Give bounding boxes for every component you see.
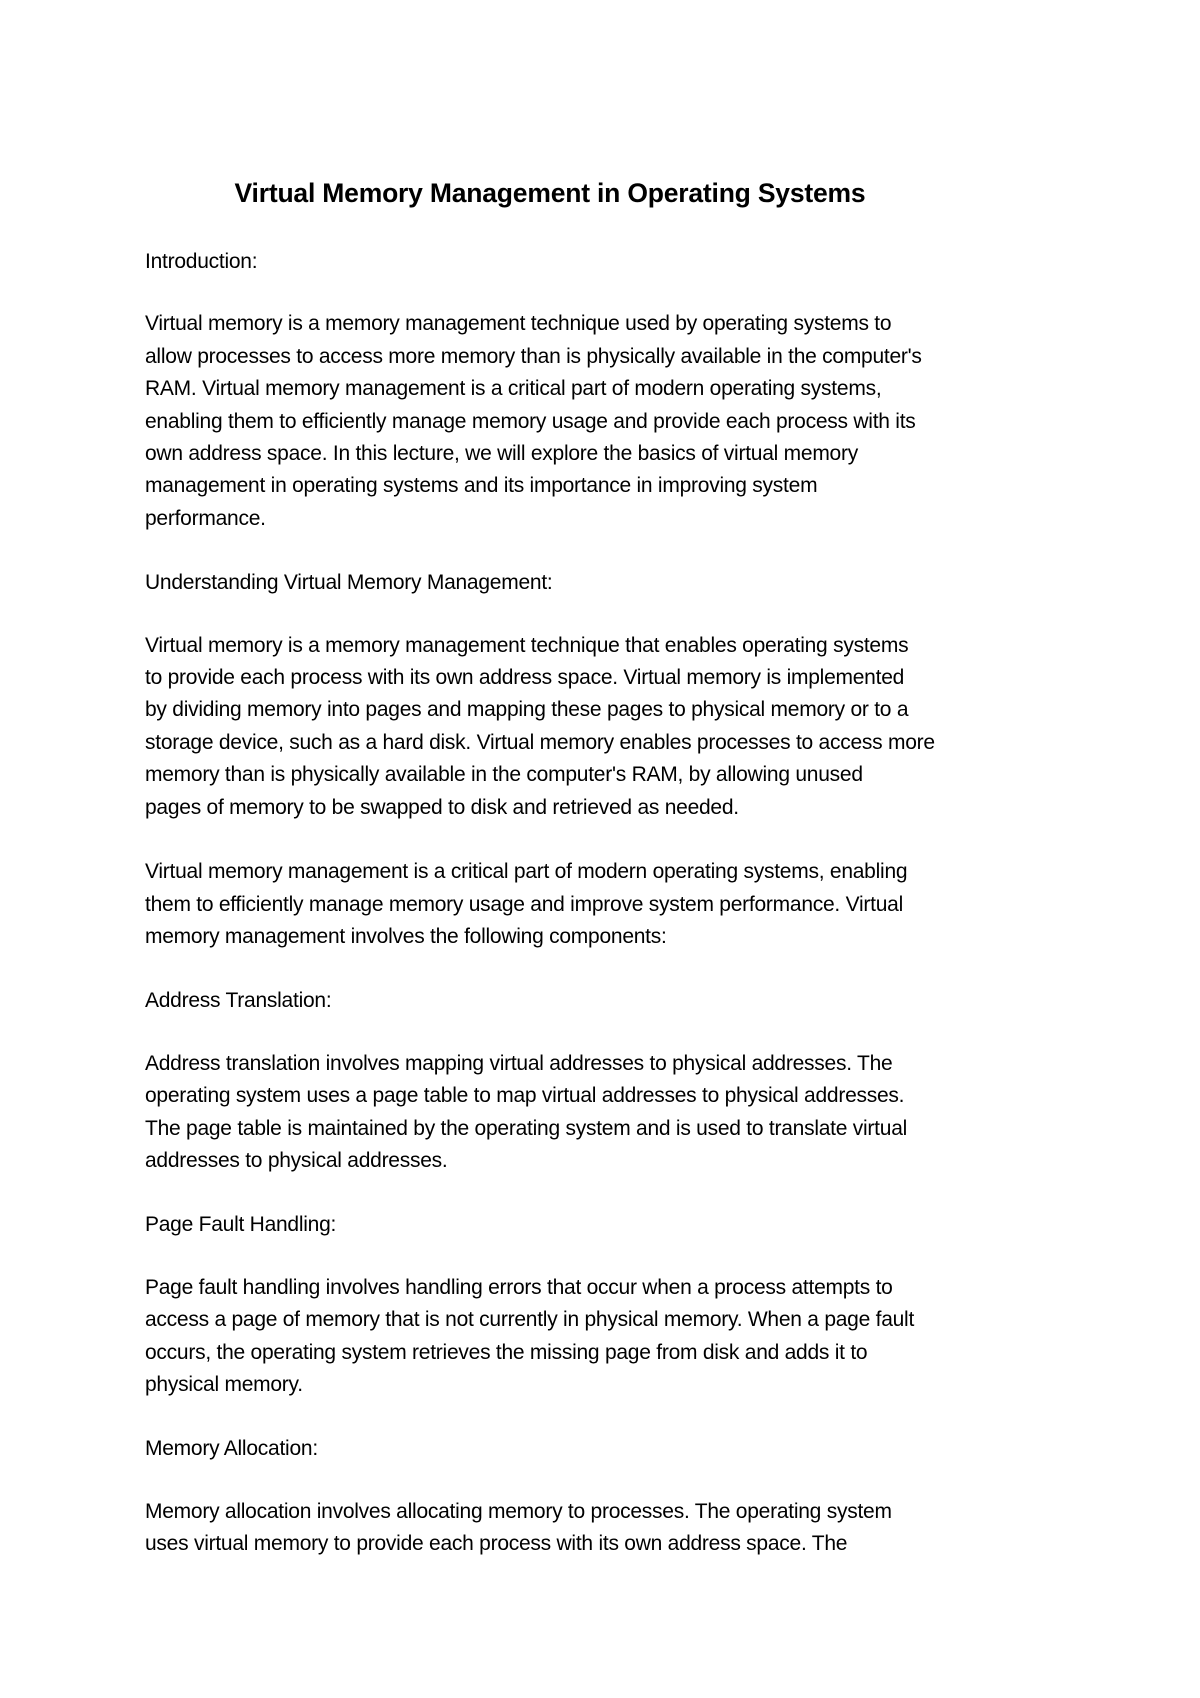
understanding-paragraph bbox=[145, 630, 1075, 824]
intro-line: enabling them to efficiently manage memory usage and provide each process with its bbox=[145, 409, 916, 433]
intro-line: performance. bbox=[145, 506, 266, 530]
understanding-heading: Understanding Virtual Memory Management: bbox=[145, 571, 553, 595]
understanding-line: by dividing memory into pages and mapping these pages to physical memory or to a bbox=[145, 698, 909, 722]
intro-line: management in operating systems and its importance in improving system bbox=[145, 474, 818, 498]
understanding-line: to provide each process with its own address space. Virtual memory is implemented bbox=[145, 666, 905, 690]
pagefault-line: occurs, the operating system retrieves the missing page from disk and adds it to bbox=[145, 1340, 868, 1364]
components-line: memory management involves the following components: bbox=[145, 924, 667, 948]
document-title: Virtual Memory Management in Operating Systems bbox=[234, 178, 866, 208]
pagefault-line: Page fault handling involves handling errors that occur when a process attempts to bbox=[145, 1275, 893, 1299]
page-fault-paragraph bbox=[145, 1272, 1075, 1402]
understanding-line: storage device, such as a hard disk. Virtual memory enables processes to access more bbox=[145, 730, 935, 754]
components-line: them to efficiently manage memory usage and improve system performance. Virtual bbox=[145, 892, 903, 916]
understanding-line: pages of memory to be swapped to disk and retrieved as needed. bbox=[145, 795, 739, 819]
allocation-line: uses virtual memory to provide each process with its own address space. The bbox=[145, 1532, 848, 1556]
address-line: addresses to physical addresses. bbox=[145, 1148, 448, 1172]
address-line: operating system uses a page table to map virtual addresses to physical addresses. bbox=[145, 1084, 905, 1108]
address-translation-heading: Address Translation: bbox=[145, 989, 332, 1013]
intro-line: RAM. Virtual memory management is a critical part of modern operating systems, bbox=[145, 377, 882, 401]
address-line: Address translation involves mapping virtual addresses to physical addresses. The bbox=[145, 1051, 893, 1075]
understanding-line: Virtual memory is a memory management technique that enables operating systems bbox=[145, 633, 909, 657]
intro-paragraph bbox=[145, 308, 1075, 535]
understanding-line: memory than is physically available in the computer's RAM, by allowing unused bbox=[145, 763, 863, 787]
intro-line: Virtual memory is a memory management technique used by operating systems to bbox=[145, 312, 892, 336]
components-line: Virtual memory management is a critical part of modern operating systems, enabling bbox=[145, 860, 908, 884]
address-line: The page table is maintained by the operating system and is used to translate virtual bbox=[145, 1116, 908, 1140]
intro-line: allow processes to access more memory than is physically available in the computer's bbox=[145, 344, 922, 368]
components-paragraph bbox=[145, 856, 1075, 953]
memory-allocation-heading: Memory Allocation: bbox=[145, 1437, 318, 1461]
page-fault-heading: Page Fault Handling: bbox=[145, 1213, 337, 1237]
pagefault-line: access a page of memory that is not currently in physical memory. When a page fault bbox=[145, 1308, 915, 1332]
address-translation-paragraph bbox=[145, 1048, 1075, 1178]
memory-allocation-paragraph bbox=[145, 1496, 1075, 1561]
intro-line: own address space. In this lecture, we will explore the basics of virtual memory bbox=[145, 442, 858, 466]
intro-heading: Introduction: bbox=[145, 250, 258, 273]
allocation-line: Memory allocation involves allocating memory to processes. The operating system bbox=[145, 1499, 892, 1523]
document-body bbox=[145, 246, 1075, 1593]
pagefault-line: physical memory. bbox=[145, 1372, 303, 1396]
